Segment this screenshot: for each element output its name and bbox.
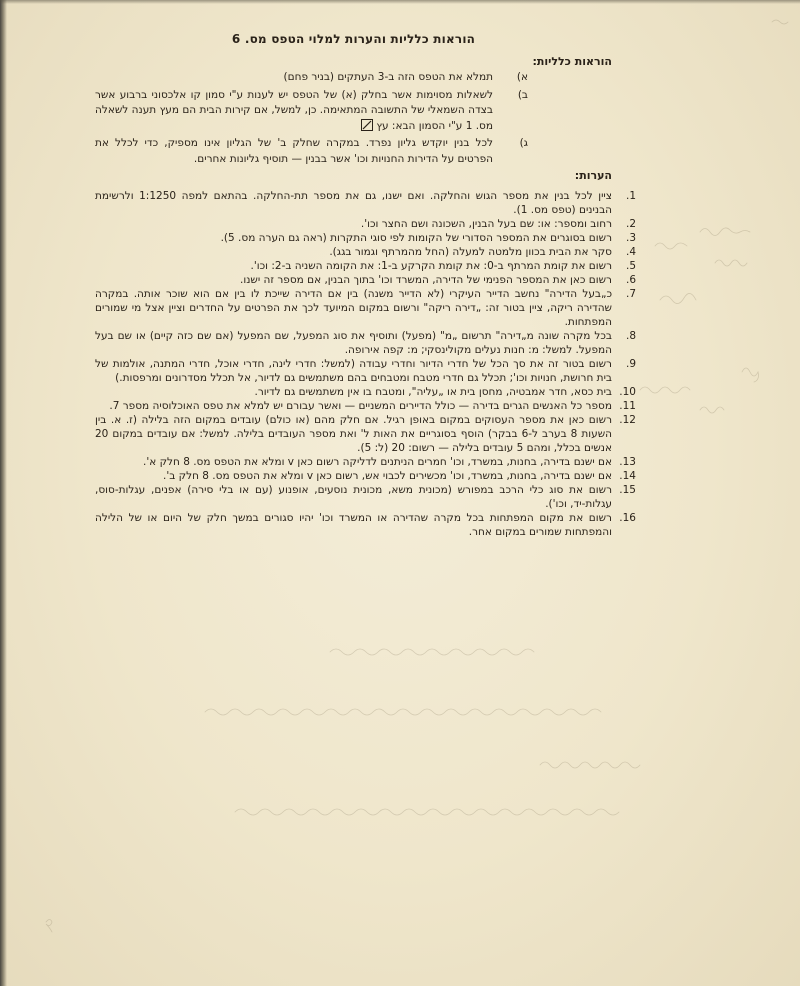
bleed-mark [540,762,640,768]
general-instructions-list [95,70,528,167]
note-text: בכל מקרה שונה מ„דירה" תרשום „מ" (מפעל) ותוסיף את סוג המפעל, שם המפעל (אם שם כזה קיים) או שם בעל המפעל. למשל: מ: חנות נעלים מקולינסקי; מ: קפה אירופה. [95,330,612,356]
instruction-item [95,70,528,86]
note-item [95,245,636,259]
note-text: אם ישנם בדירה, בחנות, במשרד, וכו' חמרים הניתנים לדליקה רשום כאן v ומלא את הטפס מס. 8 חלק א'. [142,456,612,468]
instruction-item [95,136,528,167]
note-number: 7. [625,288,636,300]
instruction-marker: א) [516,71,528,83]
note-text: רשום בטור זה את סך הכל של חדרי הדיור וחדרי עבודה (למשל: חדרי לינה, חדרי אוכל, חדרי המתנה, אולמות של בית חרושת, חנויות וכו'; תכלל גם חדרי מטבח ומטבחים בהם משתמשים גם לדיור, אל תכלל מסדרונים ומרפסות.) [95,358,612,384]
notes-heading: הערות: [574,169,612,182]
note-number: 3. [625,232,636,244]
note-item [95,287,636,329]
note-item [95,469,636,483]
note-number: 16. [619,512,636,524]
note-item [95,483,636,511]
note-text: סקר את הבית בכוון מלמטה למעלה (החל מהמרתף וגמור בגג). [329,246,612,258]
note-text: רשום בסוגרים את המספר הסדורי של הקומות לפי סוגי התקרות (ראה גם הערה מס. 5). [220,232,612,244]
note-text: רשום את סוג כלי הרכב במפורש (מכונית משא, מכונית נוסעים, אופנוע (עם או בלי סירה) אפנים, עגלות-סוס, עגלות-יד, וכו'). [95,484,612,510]
slashed-checkbox-icon [361,119,373,131]
note-text: ציין לכל בנין את מספר הגוש והחלקה. ואם ישנו, גם את מספר תת-החלקה. בהתאם למפה 1:1250 ולרשימת הבנינים (טפס מס. 1). [95,190,612,216]
note-item [95,399,636,413]
bleed-mark [660,293,696,303]
instruction-marker: ג) [519,137,528,149]
note-item [95,273,636,287]
scan-edge-shadow [0,0,7,986]
bleed-mark [655,243,687,249]
scan-top-shadow [0,0,800,4]
note-item [95,357,636,385]
note-item [95,329,636,357]
note-number: 2. [625,218,636,230]
note-item [95,413,636,455]
note-number: 4. [625,246,636,258]
note-item [95,189,636,217]
document-body [95,30,636,539]
instruction-text: לשאלות מסוימות אשר בחלק (א) של הטפס יש לענות ע"י סמון קו אלכסוני ברבוע אשר בצדה השמאלי של התשובה המתאימה. כן, למשל, אם קירות הבית הם מעץ תענה לשאלה מס. 1 ע"י הסמון הבא: עץ [95,88,493,132]
bleed-mark [715,260,747,266]
note-item [95,259,636,273]
bleed-mark [330,649,534,655]
note-number: 13. [619,456,636,468]
note-number: 15. [619,484,636,496]
note-item [95,455,636,469]
bleed-mark [700,228,750,236]
note-text: רשום את מקום המפתחות בכל מקרה שהדירה או המשרד וכו' יהיו סגורים במשך חלק של היום או של הלילה והמפתחות שמורים במקום אחר. [95,512,612,538]
instruction-marker: ב) [517,88,528,101]
note-number: 8. [625,330,636,342]
note-text: בית כסא, חדר אמבטיה, מחסן בית או „עליה", ומטבח בו אין משתמשים גם לדיור. [254,386,612,398]
note-text: אם ישנם בדירה, בחנות, במשרד, וכו' מכשירים לכבוי אש, רשום כאן v ומלא את הטפס מס. 8 חלק ב'. [163,470,612,482]
bleed-mark [640,387,690,393]
bleed-mark [46,920,52,933]
bleed-mark [205,709,601,715]
note-text: רשום את קומת המרתף ב-0: את קומת הקרקע ב-1: את הקומה השניה ב-2: וכו'. [250,260,612,272]
bleed-mark [772,20,788,24]
note-number: 1. [625,190,636,202]
bleed-mark [235,809,619,815]
note-text: רשום כאן את מספר העסוקים במקום באופן רגיל. אם חלק מהם (או כולם) עובדים במקום הזה בלילה (ז. א. בין השעות 8 בערב ל-6 בבקר) הוסף בסוגריים את האות ל' ואת מספר העובדים בלילה. למשל: אם עובדים במקום 20 אנשים בכלל, ומהם 5 עובדים בלילה — רשום: 20 (ל: 5). [95,414,612,454]
page-title: הוראות כלליות והערות למלוי הטפס מס. 6 [231,32,476,46]
note-number: 9. [625,358,636,370]
notes-list [95,189,636,539]
instruction-item [95,88,528,135]
note-item [95,511,636,539]
bleed-mark [742,368,759,382]
note-text: רחוב ומספר: או: שם בעל הבנין, השכונה ושם החצר וכו'. [360,218,612,230]
note-text: מספר כל האנשים הגרים בדירה — כולל הדיירים המשניים — ואשר עבורם יש למלא את טפס האוכלוסיה מספר 7. [109,400,612,412]
note-number: 12. [619,414,636,426]
note-item [95,385,636,399]
note-number: 10. [619,386,636,398]
instruction-text-block [95,88,493,135]
instruction-text: תמלא את הטפס הזה ב-3 העתקים (בניר פחם) [283,71,493,83]
note-item [95,231,636,245]
general-instructions-heading: הוראות כלליות: [532,55,612,68]
note-number: 6. [625,274,636,286]
note-number: 11. [619,400,636,412]
note-text: כ„בעל הדירה" נחשב הדייר העיקרי (לא הדייר משנה) בין אם הדירה שייכת לו בין אם הוא שוכר אותה. במקרה שהדירה ריקה, ציין בטור זה: „דירה ריקה" ורשום במקום המיועד לכך את הפרטים על החדרים וציין אצל מי שמורים המפתחות. [95,288,612,328]
note-number: 5. [625,260,636,272]
note-number: 14. [619,470,636,482]
note-item [95,217,636,231]
bleed-mark [700,407,724,413]
note-text: רשום כאן את המספר הפנימי של הדירה, המשרד וכו' בתוך הבנין, אם מספר זה ישנו. [240,274,612,286]
instruction-text: לכל בנין יוקדש גליון נפרד. במקרה שחלק ב' של הגליון אינו מספיק, כדי לכלל את הפרטים על הדירות החנויות וכו' אשר בבנין — תוסיף גליונות אחרים. [95,137,493,165]
